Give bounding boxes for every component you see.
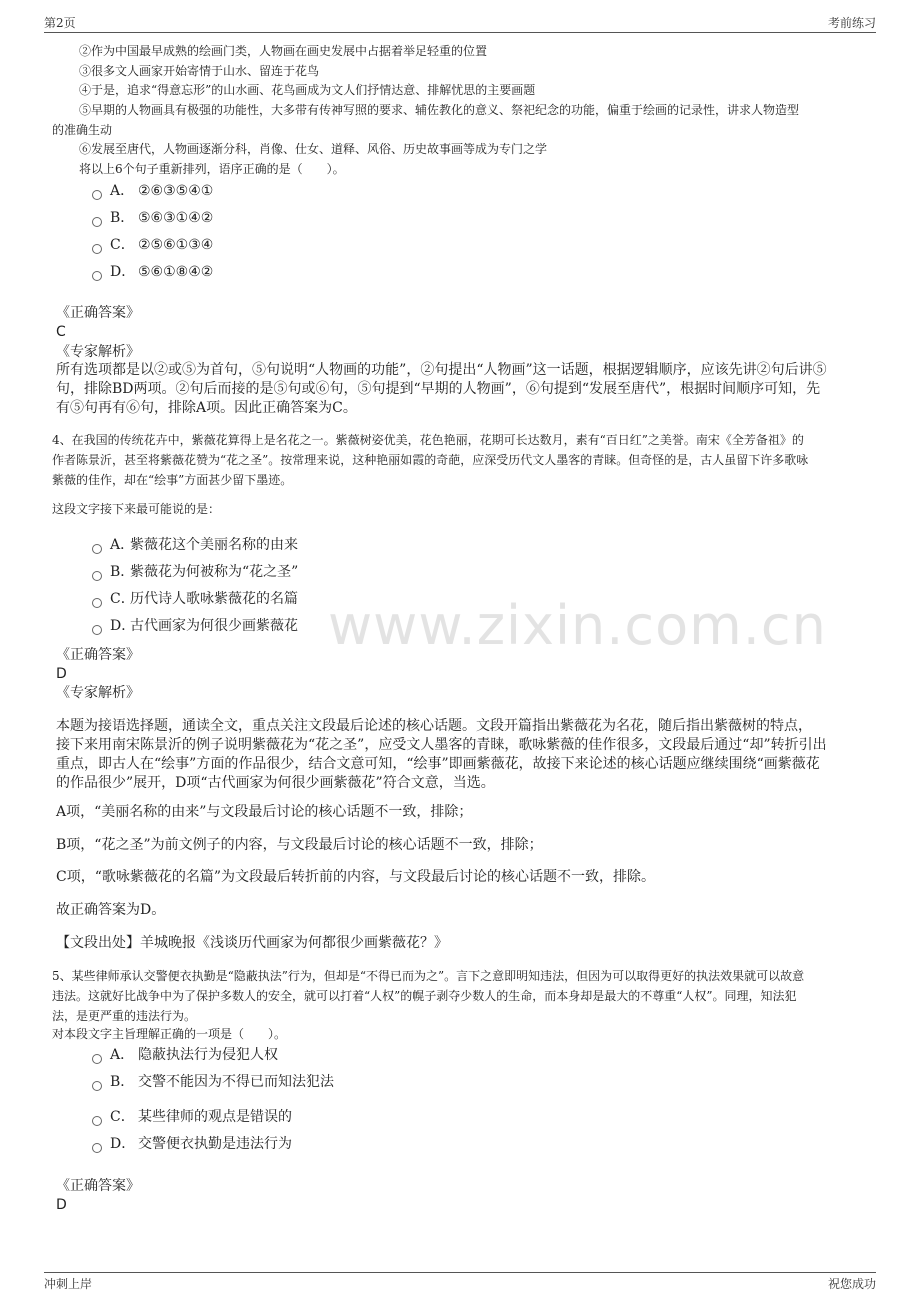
q4-option-b[interactable]: B． 紫薇花为何被称为“花之圣”: [92, 563, 298, 582]
q4-exclusion-a: A项，“美丽名称的由来”与文段最后讨论的核心话题不一致，排除；: [56, 804, 473, 820]
stem-line: 紫薇的佳作，却在“绘事”方面甚少留下墨迹。: [52, 473, 293, 487]
stem-line: 作者陈景沂，甚至将紫薇花赞为“花之圣”。按常理来说，这种艳丽如霞的奇葩，应深受历代文人墨客的青睐。但奇怪的是，古人虽留下许多歌咏: [52, 453, 809, 467]
radio-icon[interactable]: [92, 1143, 102, 1153]
radio-icon[interactable]: [92, 271, 102, 281]
q4-source: 【文段出处】羊城晚报《浅谈历代画家为何都很少画紫薇花？》: [56, 935, 448, 951]
stem-line: 5、某些律师承认交警便衣执勤是“隐蔽执法”行为，但却是“不得已而为之”。言下之意即明知违法，但因为可以取得更好的执法效果就可以故意: [52, 969, 805, 983]
q5-stem: [52, 967, 882, 1026]
q4-conclusion: 故正确答案为D。: [56, 902, 166, 918]
analysis-line: 的作品很少”展开，D项“古代画家为何很少画紫薇花”符合文意，当选。: [56, 775, 495, 791]
q3-sentences: [79, 42, 879, 120]
q3-option-c[interactable]: C． ②⑤⑥①③④: [92, 236, 213, 255]
q4-exclusion-b: B项，“花之圣”为前文例子的内容，与文段最后讨论的核心话题不一致，排除；: [56, 837, 543, 853]
q3-sentence: ⑤早期的人物画具有极强的功能性，大多带有传神写照的要求、辅佐教化的意义、祭祀纪念的功能，偏重于绘画的记录性，讲求人物造型: [79, 103, 800, 117]
radio-icon[interactable]: [92, 544, 102, 554]
q5-option-c[interactable]: C． 某些律师的观点是错误的: [92, 1108, 292, 1127]
radio-icon[interactable]: [92, 1116, 102, 1126]
q3-sentence: ④于是，追求“得意忘形”的山水画、花鸟画成为文人们抒情达意、排解忧思的主要画题: [79, 83, 536, 97]
radio-icon[interactable]: [92, 217, 102, 227]
radio-icon[interactable]: [92, 571, 102, 581]
q4-analysis-label: 《专家解析》: [56, 685, 140, 701]
q4-question: 这段文字接下来最可能说的是：: [52, 502, 221, 516]
radio-icon[interactable]: [92, 1054, 102, 1064]
page-header: [44, 14, 876, 33]
q3-analysis-label: 《专家解析》: [56, 344, 140, 360]
q5-answer-label: 《正确答案》: [56, 1178, 140, 1194]
q3-analysis: [56, 361, 886, 418]
q4-stem: [52, 431, 882, 490]
stem-line: 4、在我国的传统花卉中，紫薇花算得上是名花之一。紫薇树姿优美，花色艳丽，花期可长达数月，素有“百日红”之美誉。南宋《全芳备祖》的: [52, 433, 804, 447]
q3-answer-label: 《正确答案》: [56, 305, 140, 321]
page-number: 第2页: [44, 16, 76, 30]
q4-option-c[interactable]: C． 历代诗人歌咏紫薇花的名篇: [92, 590, 298, 609]
q4-option-d[interactable]: D． 古代画家为何很少画紫薇花: [92, 617, 298, 636]
q5-option-d[interactable]: D． 交警便衣执勤是违法行为: [92, 1135, 292, 1154]
analysis-line: 有⑤句再有⑥句，排除A项。因此正确答案为C。: [56, 400, 357, 416]
q3-option-b[interactable]: B． ⑤⑥③①④②: [92, 209, 213, 228]
footer-left-text: 冲刺上岸: [44, 1277, 93, 1291]
analysis-line: 句，排除BD两项。②句后而接的是⑤句或⑥句，⑤句提到“早期的人物画”，⑥句提到“发展至唐代”，根据时间顺序可知，先: [56, 381, 821, 397]
q4-option-a[interactable]: A． 紫薇花这个美丽名称的由来: [92, 536, 298, 555]
analysis-line: 所有选项都是以②或⑤为首句，⑤句说明“人物画的功能”，②句提出“人物画”这一话题，根据逻辑顺序，应该先讲②句后讲⑤: [56, 362, 827, 378]
radio-icon[interactable]: [92, 244, 102, 254]
stem-line: 法，是更严重的违法行为。: [52, 1009, 197, 1023]
q4-analysis: [56, 717, 886, 793]
q3-answer: C: [56, 324, 66, 340]
header-title: 考前练习: [827, 16, 876, 30]
q3-option-d[interactable]: D． ⑤⑥①⑧④②: [92, 263, 213, 282]
q3-sentence: ③很多文人画家开始寄情于山水、留连于花鸟: [79, 64, 320, 78]
q4-answer-label: 《正确答案》: [56, 647, 140, 663]
q5-question: 对本段文字主旨理解正确的一项是（ ）。: [52, 1027, 287, 1041]
q3-sentence-cont: 的准确生动: [52, 123, 113, 137]
q3-option-a[interactable]: A． ②⑥③⑤④①: [92, 182, 213, 201]
analysis-line: 重点，即古人在“绘事”方面的作品很少，结合文意可知，“绘事”即画紫薇花，故接下来论述的核心话题应继续围绕“画紫薇花: [56, 756, 820, 772]
radio-icon[interactable]: [92, 598, 102, 608]
radio-icon[interactable]: [92, 625, 102, 635]
q3-question: 将以上6个句子重新排列，语序正确的是（ ）。: [79, 162, 345, 176]
q3-sentence: ②作为中国最早成熟的绘画门类，人物画在画史发展中占据着举足轻重的位置: [79, 44, 488, 58]
q4-answer: D: [56, 666, 67, 682]
analysis-line: 接下来用南宋陈景沂的例子说明紫薇花为“花之圣”，应受文人墨客的青睐，歌咏紫薇的佳作很多，文段最后通过“却”转折引出: [56, 737, 827, 753]
analysis-line: 本题为接语选择题，通读全文，重点关注文段最后论述的核心话题。文段开篇指出紫薇花为名花，随后指出紫薇树的特点，: [56, 718, 812, 734]
q5-answer: D: [56, 1197, 67, 1213]
q5-option-a[interactable]: A． 隐蔽执法行为侵犯人权: [92, 1046, 278, 1065]
radio-icon[interactable]: [92, 190, 102, 200]
q4-exclusion-c: C项，“歌咏紫薇花的名篇”为文段最后转折前的内容，与文段最后讨论的核心话题不一致，排除。: [56, 869, 656, 885]
footer-right-text: 祝您成功: [827, 1277, 876, 1291]
page-footer: [44, 1272, 876, 1291]
radio-icon[interactable]: [92, 1081, 102, 1091]
watermark: www.zixin.com.cn: [328, 594, 827, 657]
stem-line: 违法。这就好比战争中为了保护多数人的安全，就可以打着“人权”的幌子剥夺少数人的生命，而本身却是最大的不尊重“人权”。同理，知法犯: [52, 989, 797, 1003]
q5-option-b[interactable]: B． 交警不能因为不得已而知法犯法: [92, 1073, 334, 1092]
q3-sentence: ⑥发展至唐代，人物画逐渐分科，肖像、仕女、道释、风俗、历史故事画等成为专门之学: [79, 142, 548, 156]
